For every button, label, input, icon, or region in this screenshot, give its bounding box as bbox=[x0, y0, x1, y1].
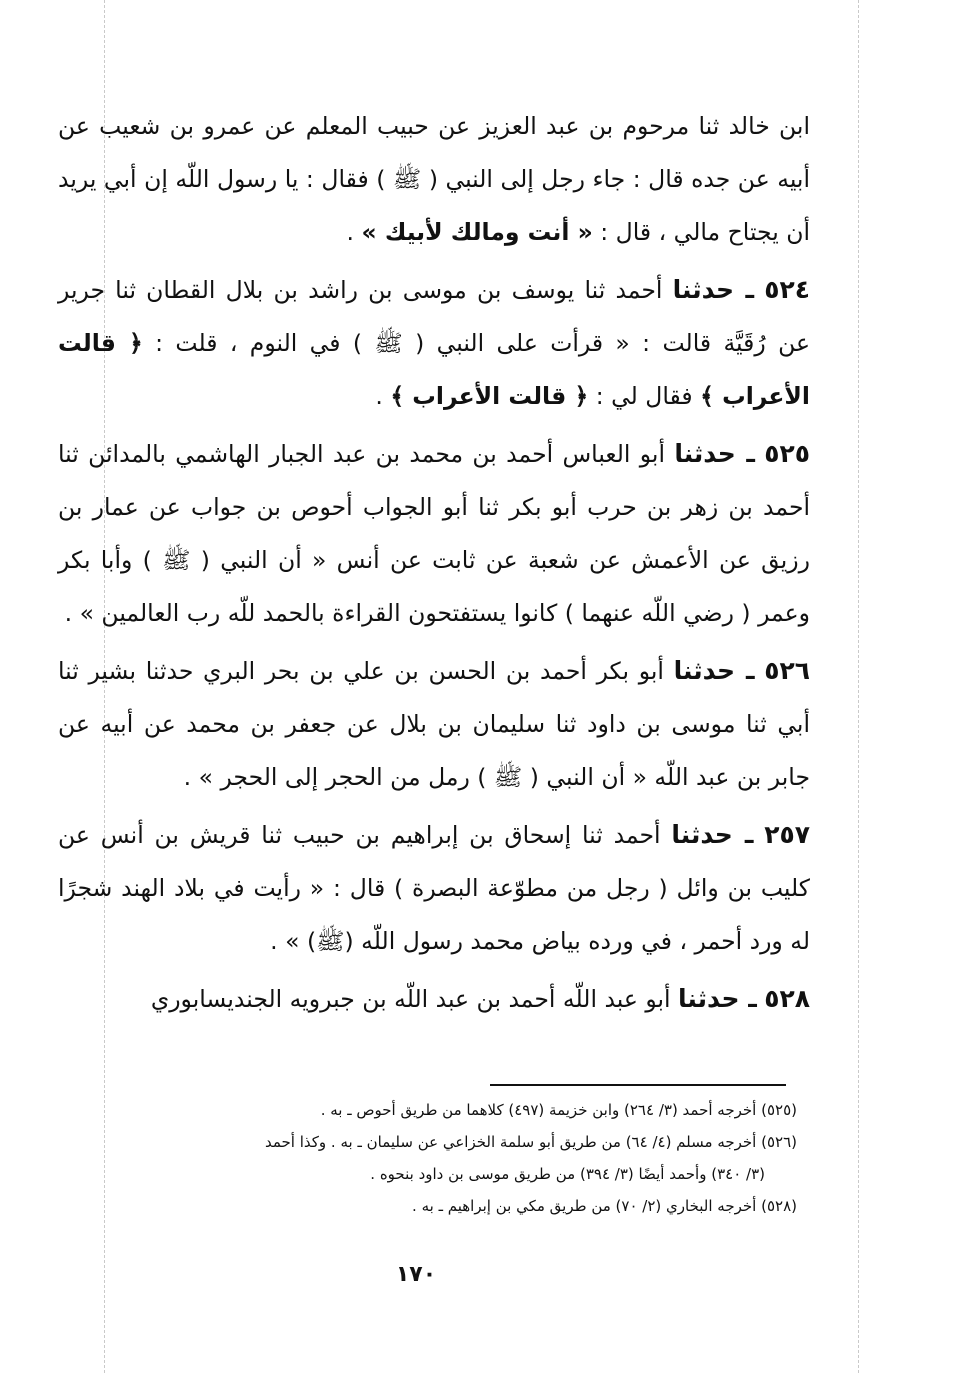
footnote-525: (٥٢٥) أخرجه أحمد (٣/ ٢٦٤) وابن خزيمة (٤٩٧) كلاهما من طريق أحوص ـ به . bbox=[320, 1101, 797, 1119]
hadith-paragraph-525 bbox=[58, 427, 810, 640]
hadith-number: ٥٢٥ bbox=[764, 439, 811, 468]
hadith-paragraph-continued bbox=[58, 100, 810, 259]
hadith-quote-bold: « أنت ومالك لأبيك » bbox=[361, 218, 593, 246]
hadith-keyword: ـ حدثنا bbox=[673, 656, 755, 685]
hadith-text: أبو العباس أحمد بن محمد بن عبد الجبار الهاشمي بالمدائن ثنا أحمد بن زهر بن حرب أبو بكر ثنا أبو الجواب أحوص بن جواب عن عمار بن رزيق عن الأعمش عن شعبة عن ثابت عن أنس « أن النبي ( ﷺ ) وأبا بكر وعمر ( رضي اللّه عنهما ) كانوا يستفتحون القراءة بالحمد للّه رب العالمين » . bbox=[58, 440, 810, 627]
hadith-keyword: ـ حدثنا bbox=[671, 820, 754, 849]
hadith-text: أبو عبد اللّه أحمد بن عبد اللّه بن جبرويه الجنديسابوري bbox=[150, 985, 679, 1013]
hadith-text: ابن خالد ثنا مرحوم بن عبد العزيز عن حبيب المعلم عن عمرو بن شعيب عن أبيه عن جده قال : جاء رجل إلى النبي ( ﷺ ) فقال : يا رسول اللّه إن أبي يريد أن يجتاح مالي ، قال : bbox=[58, 112, 810, 246]
hadith-paragraph-524 bbox=[58, 263, 810, 423]
hadith-tail: . bbox=[375, 382, 391, 410]
hadith-paragraph-527 bbox=[58, 808, 810, 968]
hadith-number: ٥٢٨ bbox=[764, 984, 810, 1013]
footnotes bbox=[60, 1094, 797, 1222]
quran-quote-bold: ﴿ قالت الأعراب ﴾ bbox=[390, 382, 589, 410]
hadith-body bbox=[58, 100, 810, 1026]
hadith-text: أحمد ثنا إسحاق بن إبراهيم بن حبيب ثنا قريش بن أنس عن كليب بن وائل ( رجل من مطوّعة البصرة ) قال : « رأيت في بلاد الهند شجرًا له ورد أحمر ، في ورده بياض محمد رسول اللّه (ﷺ) » . bbox=[58, 821, 810, 955]
hadith-number: ٥٢٤ bbox=[764, 275, 810, 304]
hadith-paragraph-526 bbox=[58, 644, 810, 804]
footnote-526: (٥٢٦) أخرجه مسلم (٤/ ٦٤) من طريق أبو سلمة الخزاعي عن سليمان ـ به . وكذا أحمد bbox=[264, 1133, 797, 1151]
hadith-keyword: ـ حدثنا bbox=[674, 439, 755, 468]
hadith-text-mid: فقال لي : bbox=[588, 382, 701, 410]
hadith-text: أبو بكر أحمد بن الحسن بن علي بن بحر البري حدثنا بشير ثنا أبي ثنا موسى بن داود ثنا سليمان بن بلال عن جعفر بن محمد عن أبيه عن جابر بن عبد اللّه « أن النبي ( ﷺ ) رمل من الحجر إلى الحجر » . bbox=[58, 657, 810, 791]
quran-quote-bold: ﴿ قالت الأعراب ﴾ bbox=[58, 329, 810, 410]
hadith-number: ٥٢٦ bbox=[764, 656, 810, 685]
footnote-526-continued: (٣/ ٣٤٠) وأحمد أيضًا (٣/ ٣٩٤) من طريق موسى بن داود بنحوه . bbox=[370, 1165, 765, 1183]
footnote-separator bbox=[490, 1084, 786, 1086]
hadith-number: ٢٥٧ bbox=[764, 820, 811, 849]
page-crease-line bbox=[858, 0, 859, 1373]
footnote-528: (٥٢٨) أخرجه البخاري (٢/ ٧٠) من طريق مكي بن إبراهيم ـ به . bbox=[412, 1197, 797, 1215]
hadith-tail: . bbox=[346, 218, 362, 246]
hadith-paragraph-528 bbox=[58, 972, 810, 1026]
hadith-keyword: ـ حدثنا bbox=[678, 984, 757, 1013]
hadith-keyword: ـ حدثنا bbox=[672, 275, 755, 304]
page-number: ١٧٠ bbox=[395, 1262, 437, 1287]
hadith-text: أحمد ثنا يوسف بن موسى بن راشد بن بلال القطان ثنا جرير عن رُقَيَّة قالت : « قرأت على النبي ( ﷺ ) في النوم ، قلت : bbox=[58, 276, 810, 357]
